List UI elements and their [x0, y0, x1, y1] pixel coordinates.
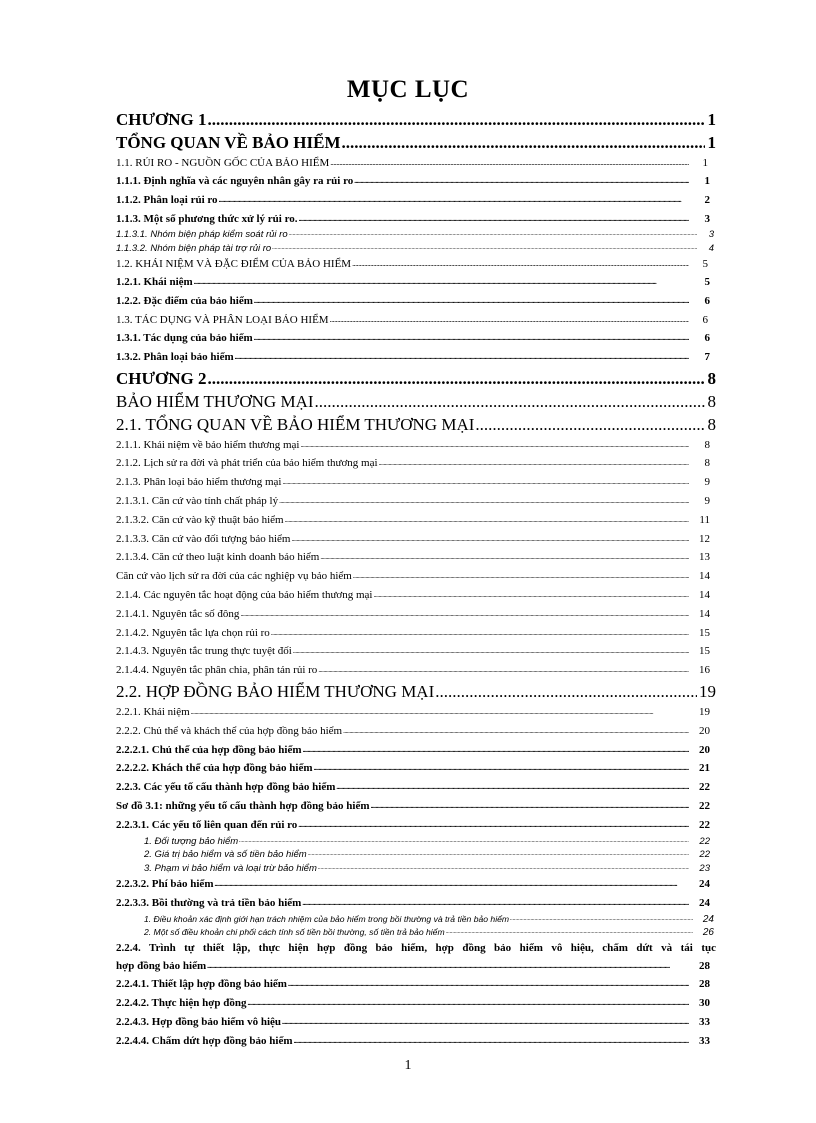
toc-entry-page: 14	[699, 607, 710, 620]
toc-entry-text-line2: hợp đồng bảo hiểm	[116, 959, 207, 972]
toc-entry-page: 15	[699, 645, 710, 658]
toc-entry-page: 20	[699, 724, 710, 737]
toc-entry[interactable]	[116, 210, 716, 229]
toc-entry-page: 33	[699, 1034, 710, 1047]
toc-entry-page: 22	[699, 799, 710, 812]
table-of-contents	[116, 108, 716, 1051]
dot-leader	[272, 242, 697, 256]
toc-entry-text: 2.2.4.3. Hợp đồng bảo hiểm vô hiệu	[116, 1016, 282, 1028]
toc-entry-text: 2.1.3. Phân loại bảo hiểm thương mại	[116, 476, 282, 489]
toc-entry[interactable]	[116, 722, 716, 741]
toc-entry-page: 13	[699, 551, 710, 564]
dot-leader	[247, 994, 689, 1013]
toc-entry[interactable]	[116, 292, 716, 311]
toc-entry-text: 2.1.4. Các nguyên tắc hoạt động của bảo hiểm thương mại	[116, 588, 373, 601]
toc-entry[interactable]	[116, 642, 716, 661]
toc-entry-page: 33	[699, 1016, 710, 1028]
toc-entry[interactable]	[116, 875, 716, 894]
toc-entry-page: 22	[699, 849, 710, 861]
toc-entry[interactable]	[116, 778, 716, 797]
toc-entry-text: CHƯƠNG 2	[116, 368, 207, 388]
toc-entry-page: 6	[704, 295, 710, 308]
toc-entry-page: 16	[699, 664, 710, 677]
toc-entry-page: 5	[704, 276, 710, 289]
toc-entry[interactable]	[116, 413, 716, 436]
toc-entry-text: 1.3.1. Tác dụng của bảo hiểm	[116, 331, 253, 344]
toc-entry-text: 2. Một số điều khoản chi phối cách tính số tiền bồi thường, số tiền trả bảo hiểm	[144, 927, 445, 938]
dot-leader	[191, 703, 689, 722]
toc-entry-text: 2.1.4.2. Nguyên tắc lựa chọn rủi ro	[116, 626, 270, 639]
toc-entry-text: 2.2.4.2. Thực hiện hợp đồng	[116, 997, 247, 1010]
dot-leader	[254, 329, 689, 348]
dot-leader	[289, 228, 697, 242]
toc-entry-page: 1	[707, 133, 716, 152]
toc-entry-text: 1.3.2. Phân loại bảo hiểm	[116, 350, 234, 363]
toc-entry-text: Sơ đồ 3.1: những yếu tố cấu thành hợp đồng bảo hiểm	[116, 799, 370, 812]
page-number: 1	[404, 1058, 412, 1073]
toc-entry-text: 1.1. RỦI RO - NGUỒN GỐC CỦA BẢO HIỂM	[116, 157, 330, 169]
dot-leader	[214, 875, 689, 894]
toc-entry-text: 1. Đối tượng bảo hiểm	[144, 835, 239, 847]
toc-entry-page: 30	[699, 997, 710, 1010]
toc-entry-text: 2.2.2. Chủ thể và khách thể của hợp đồng bảo hiểm	[116, 724, 343, 737]
toc-entry-text: 2.1.3.2. Căn cứ vào kỹ thuật bảo hiểm	[116, 513, 284, 526]
toc-entry[interactable]	[116, 894, 716, 913]
dot-leader	[510, 913, 693, 927]
dot-leader	[208, 367, 705, 390]
dot-leader	[352, 255, 689, 273]
toc-entry-text: 1.2.2. Đặc điểm của bảo hiểm	[116, 295, 253, 308]
toc-entry-page: 4	[708, 242, 714, 254]
toc-entry-page: 14	[699, 588, 710, 601]
toc-entry[interactable]	[116, 624, 716, 643]
toc-entry-page: 3	[708, 229, 714, 241]
toc-entry[interactable]	[116, 348, 716, 367]
toc-entry[interactable]	[116, 154, 716, 172]
dot-leader	[318, 862, 689, 876]
toc-entry-page: 1	[704, 175, 710, 187]
toc-entry-text: 2.1.3.4. Căn cứ theo luật kinh doanh bảo hiểm	[116, 551, 320, 564]
toc-entry-text: 1.2.1. Khái niệm	[116, 276, 193, 289]
toc-entry-page: 1	[702, 157, 708, 169]
dot-leader	[475, 413, 705, 436]
toc-entry-text: BẢO HIỂM THƯƠNG MẠI	[116, 391, 314, 411]
dot-leader	[299, 210, 689, 229]
toc-entry-text: 1.1.3.1. Nhóm biện pháp kiểm soát rủi ro	[116, 229, 288, 241]
toc-entry-text: 1.1.2. Phân loại rủi ro	[116, 193, 218, 206]
toc-entry-page: 21	[699, 762, 710, 775]
toc-entry-text: 1.3. TÁC DỤNG VÀ PHÂN LOẠI BẢO HIỂM	[116, 313, 329, 326]
toc-entry-text: 2.1.2. Lịch sử ra đời và phát triển của bảo hiểm thương mại	[116, 457, 378, 470]
toc-entry[interactable]	[116, 273, 716, 292]
toc-entry-text: 2.2.4.4. Chấm dứt hợp đồng bảo hiểm	[116, 1034, 293, 1047]
toc-entry-text: Căn cứ vào lịch sử ra đời của các nghiệp vụ bảo hiểm	[116, 570, 352, 583]
toc-entry[interactable]	[116, 255, 716, 273]
toc-entry[interactable]	[116, 311, 716, 329]
toc-entry[interactable]	[116, 329, 716, 348]
toc-entry-page: 22	[699, 835, 710, 847]
toc-entry-page: 24	[699, 878, 710, 891]
toc-entry-page: 3	[704, 212, 710, 225]
dot-leader	[446, 926, 693, 940]
toc-entry[interactable]	[116, 816, 716, 835]
toc-entry-page: 14	[699, 570, 710, 583]
toc-entry-page: 8	[707, 368, 716, 388]
toc-entry-text: CHƯƠNG 1	[116, 110, 207, 129]
toc-entry[interactable]	[116, 511, 716, 530]
dot-leader	[194, 273, 689, 292]
toc-entry[interactable]	[116, 492, 716, 511]
dot-leader	[353, 567, 689, 586]
toc-entry-text: TỔNG QUAN VỀ BẢO HIỂM	[116, 133, 341, 152]
toc-entry-page: 2	[704, 193, 710, 206]
dot-leader	[315, 390, 705, 413]
toc-entry[interactable]	[116, 994, 716, 1013]
toc-entry-page: 7	[704, 350, 710, 363]
toc-entry[interactable]	[116, 436, 716, 455]
dot-leader	[291, 530, 689, 549]
dot-leader	[235, 348, 689, 367]
dot-leader	[293, 642, 689, 661]
toc-entry-page: 19	[699, 705, 710, 718]
toc-entry-text: 2.2.3. Các yếu tố cấu thành hợp đồng bảo hiểm	[116, 781, 336, 794]
toc-entry-page: 5	[702, 258, 708, 271]
toc-entry-text: 2.1.4.3. Nguyên tắc trung thực tuyệt đối	[116, 645, 292, 658]
toc-entry[interactable]	[116, 131, 716, 154]
dot-leader	[354, 172, 689, 191]
toc-entry[interactable]	[116, 390, 716, 413]
toc-entry[interactable]	[116, 191, 716, 210]
toc-entry-page: 6	[704, 331, 710, 344]
dot-leader	[240, 605, 689, 624]
toc-entry-page: 26	[702, 927, 714, 939]
dot-leader	[371, 797, 689, 816]
toc-entry[interactable]	[116, 172, 716, 191]
dot-leader	[239, 835, 689, 849]
toc-entry[interactable]	[116, 548, 716, 567]
toc-entry-page: 9	[704, 494, 710, 507]
dot-leader	[343, 722, 689, 741]
toc-entry[interactable]	[116, 1013, 716, 1032]
dot-leader	[330, 154, 689, 172]
dot-leader	[314, 759, 690, 778]
toc-entry-text: 2.2.3.2. Phí bảo hiểm	[116, 878, 214, 891]
toc-entry[interactable]	[116, 605, 716, 624]
dot-leader	[302, 894, 689, 913]
dot-leader	[294, 1032, 689, 1051]
toc-entry-text: 1.1.3.2. Nhóm biện pháp tài trợ rủi ro	[116, 242, 272, 254]
toc-entry[interactable]	[116, 797, 716, 816]
toc-entry[interactable]	[116, 926, 716, 940]
dot-leader	[336, 778, 689, 797]
toc-entry-text: 2.1.3.3. Căn cứ vào đối tượng bảo hiểm	[116, 532, 291, 545]
toc-entry-page: 12	[699, 532, 710, 545]
toc-entry[interactable]	[116, 108, 716, 131]
toc-entry-page: 28	[699, 959, 710, 972]
dot-leader	[320, 548, 689, 567]
toc-entry[interactable]	[116, 530, 716, 549]
toc-entry-text: 2. Giá trị bảo hiểm và số tiền bảo hiểm	[144, 849, 307, 861]
toc-entry[interactable]	[116, 680, 716, 703]
dot-leader	[308, 848, 689, 862]
toc-entry-page: 6	[702, 313, 708, 326]
toc-entry[interactable]	[116, 975, 716, 994]
toc-entry-text: 1.1.1. Định nghĩa và các nguyên nhân gây ra rủi ro	[116, 175, 354, 187]
dot-leader	[282, 473, 689, 492]
dot-leader	[208, 108, 705, 131]
toc-entry-text: 2.2.1. Khái niệm	[116, 705, 190, 718]
toc-entry[interactable]	[116, 586, 716, 605]
toc-entry-text: 2.1. TỔNG QUAN VỀ BẢO HIỂM THƯƠNG MẠI	[116, 414, 475, 434]
toc-entry[interactable]	[116, 759, 716, 778]
dot-leader	[219, 191, 689, 210]
toc-entry-page: 8	[704, 457, 710, 470]
toc-entry[interactable]	[116, 473, 716, 492]
toc-entry[interactable]	[116, 835, 716, 849]
toc-entry-page: 19	[699, 681, 716, 701]
toc-entry-page: 22	[699, 818, 710, 831]
toc-entry[interactable]	[116, 1032, 716, 1051]
toc-entry-text: 1.1.3. Một số phương thức xử lý rủi ro.	[116, 212, 298, 225]
toc-entry[interactable]	[116, 242, 716, 256]
toc-entry-text: 2.2.2.2. Khách thể của hợp đồng bảo hiểm	[116, 762, 313, 775]
toc-entry-wrapped[interactable]	[116, 940, 716, 976]
toc-entry-page: 1	[707, 110, 716, 129]
toc-entry-page: 28	[699, 978, 710, 991]
toc-entry[interactable]	[116, 567, 716, 586]
toc-entry[interactable]	[116, 848, 716, 862]
dot-leader	[285, 511, 689, 530]
dot-leader	[207, 957, 689, 976]
toc-entry-text: 2.2.4.1. Thiết lập hợp đồng bảo hiểm	[116, 978, 287, 991]
toc-entry-text-line1: 2.2.4. Trình tự thiết lập, thực hiện hợp đồng bảo hiểm, hợp đồng bảo hiểm vô hiệu, chấm dứt và tái tục	[116, 941, 716, 954]
dot-leader	[303, 741, 690, 760]
toc-entry-text: 2.2.2.1. Chủ thể của hợp đồng bảo hiểm	[116, 743, 302, 756]
dot-leader	[282, 1013, 689, 1032]
toc-entry-text: 2.1.4.1. Nguyên tắc số đông	[116, 607, 240, 620]
toc-entry[interactable]	[116, 703, 716, 722]
toc-entry-text: 2.1.4.4. Nguyên tắc phân chia, phân tán rủi ro	[116, 664, 318, 677]
toc-entry-page: 20	[699, 743, 710, 756]
dot-leader	[279, 492, 689, 511]
toc-entry-page: 11	[699, 513, 710, 526]
toc-entry-text: 2.1.1. Khái niệm về bảo hiểm thương mại	[116, 438, 300, 451]
toc-entry-text: 2.1.3.1. Căn cứ vào tính chất pháp lý	[116, 494, 279, 507]
toc-entry-page: 23	[699, 862, 710, 874]
toc-entry-page: 8	[704, 438, 710, 451]
toc-entry-text: 2.2.3.1. Các yếu tố liên quan đến rủi ro	[116, 818, 298, 831]
toc-entry-page: 24	[702, 913, 714, 925]
dot-leader	[342, 131, 706, 154]
dot-leader	[271, 624, 689, 643]
toc-entry[interactable]	[116, 228, 716, 242]
toc-entry[interactable]	[116, 862, 716, 876]
toc-entry-page: 22	[699, 781, 710, 794]
toc-entry[interactable]	[116, 454, 716, 473]
toc-entry-page: 24	[699, 896, 710, 909]
toc-entry-page: 15	[699, 626, 710, 639]
dot-leader	[373, 586, 689, 605]
dot-leader	[298, 816, 689, 835]
toc-entry-text: 2.2. HỢP ĐỒNG BẢO HIỂM THƯƠNG MẠI	[116, 681, 435, 701]
toc-entry[interactable]	[116, 741, 716, 760]
dot-leader	[318, 661, 689, 680]
toc-entry-text: 1. Điều khoản xác định giới hạn trách nhiệm của bảo hiểm trong bồi thường và trả tiền bảo hiểm	[144, 913, 510, 924]
toc-entry[interactable]	[116, 661, 716, 680]
toc-entry-page: 9	[704, 476, 710, 489]
dot-leader	[300, 436, 689, 455]
toc-entry-text: 3. Phạm vi bảo hiểm và loại trừ bảo hiểm	[144, 862, 317, 874]
dot-leader	[435, 680, 697, 703]
dot-leader	[330, 311, 689, 329]
toc-entry-text: 2.2.3.3. Bồi thường và trả tiền bảo hiểm	[116, 896, 302, 909]
toc-entry[interactable]	[116, 367, 716, 390]
dot-leader	[254, 292, 689, 311]
dot-leader	[379, 454, 689, 473]
dot-leader	[288, 975, 689, 994]
toc-entry-text: 1.2. KHÁI NIỆM VÀ ĐẶC ĐIỂM CỦA BẢO HIỂM	[116, 258, 352, 271]
toc-entry[interactable]	[116, 913, 716, 927]
toc-entry-page: 8	[707, 414, 716, 434]
toc-entry-page: 8	[707, 391, 716, 411]
page-title: MỤC LỤC	[346, 76, 470, 103]
